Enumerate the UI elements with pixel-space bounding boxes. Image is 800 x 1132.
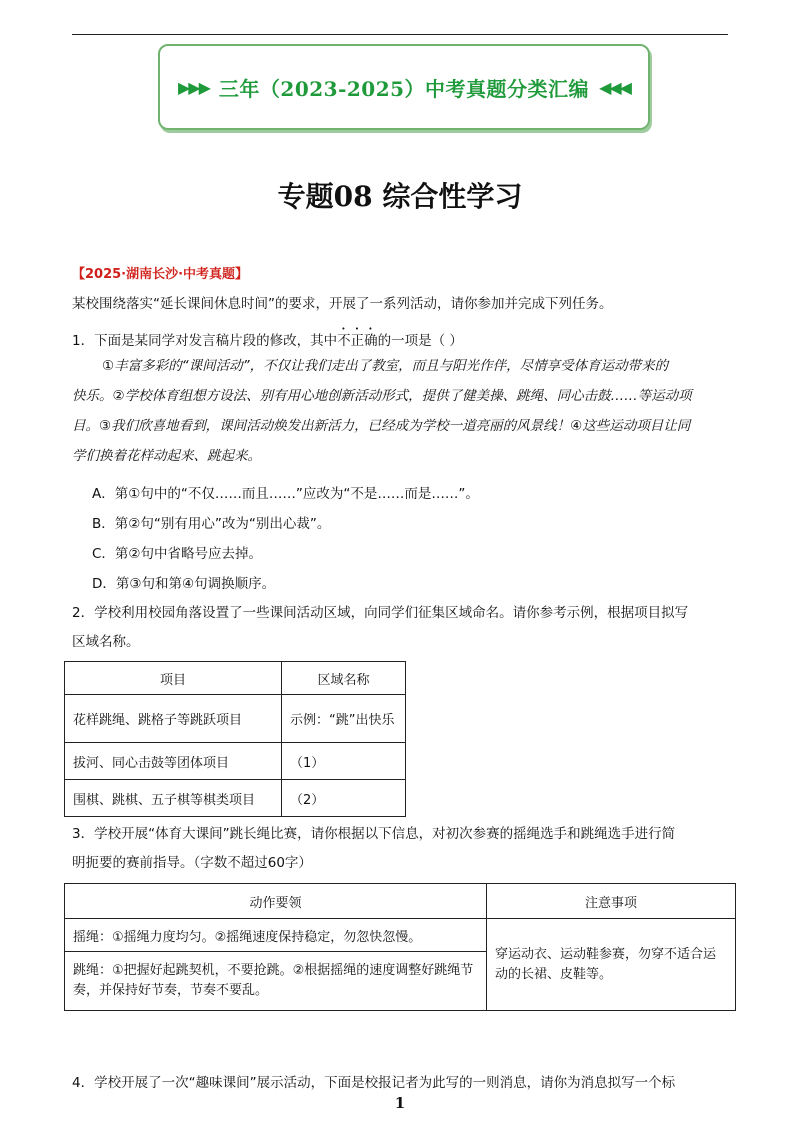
series-banner — [158, 44, 650, 130]
q3-table — [64, 883, 736, 1011]
page-number: 1 — [394, 1094, 406, 1112]
q1-option-b: B．第②句“别有用心”改为“别出心裁”。 — [92, 516, 331, 532]
q3-jump-tips: 跳绳：①把握好起跳契机，不要抢跳。②根据摇绳的速度调整好跳绳节奏，并保持好节奏，节奏不要乱。 — [65, 952, 487, 1011]
intro-text: 某校围绕落实“延长课间休息时间”的要求，开展了一系列活动，请你参加并完成下列任务。 — [72, 296, 613, 312]
q1-passage-line-2: 快乐。②学校体育组想方设法、别有用心地创新活动形式，提供了健美操、跳绳、同心击鼓……等运动项 — [72, 388, 692, 404]
q1-option-c: C．第②句中省略号应去掉。 — [92, 546, 263, 562]
q3-notes: 穿运动衣、运动鞋参赛，勿穿不适合运动的长裙、皮鞋等。 — [487, 919, 736, 1011]
q2-table — [64, 661, 406, 817]
q3-header-notes: 注意事项 — [487, 884, 736, 919]
q3-header-actions: 动作要领 — [65, 884, 487, 919]
q1-stem-start: 1．下面是某同学对发言稿片段的修改，其中 — [72, 333, 338, 349]
banner-title: 三年（2023-2025）中考真题分类汇编 — [218, 76, 590, 101]
q1-option-a: A．第①句中的“不仅……而且……”应改为“不是……而是……”。 — [92, 486, 479, 502]
q3-stem-line-2: 明扼要的赛前指导。（字数不超过60字） — [72, 855, 312, 871]
q2-header-area-name: 区域名称 — [282, 662, 406, 695]
q2-cell: 花样跳绳、跳格子等跳跃项目 — [65, 695, 282, 743]
q2-cell: 示例：“跳”出快乐 — [282, 695, 406, 743]
table-row — [65, 743, 406, 780]
q1-emphasis: 不正确 — [337, 333, 378, 349]
page-title: 专题08 综合性学习 — [277, 180, 523, 213]
q2-stem-line-1: 2．学校利用校园角落设置了一些课间活动区域，向同学们征集区域命名。请你参考示例，根据项目拟写 — [72, 605, 689, 621]
q1-passage-line-3: 目。③我们欣喜地看到，课间活动焕发出新活力，已经成为学校一道亮丽的风景线！④这些运动项目让同 — [72, 418, 691, 434]
source-tag: 【2025·湖南长沙·中考真题】 — [72, 267, 249, 282]
table-row — [65, 780, 406, 817]
q1-passage-line-4: 学们换着花样动起来、跳起来。 — [72, 448, 261, 464]
q2-header-project: 项目 — [65, 662, 282, 695]
q2-answer-blank-2[interactable]: （2） — [282, 780, 406, 817]
table-row — [65, 695, 406, 743]
q2-answer-blank-1[interactable]: （1） — [282, 743, 406, 780]
q3-swing-tips: 摇绳：①摇绳力度均匀。②摇绳速度保持稳定，勿忽快忽慢。 — [65, 919, 487, 952]
q1-passage-line-1: ①丰富多彩的“课间活动”，不仅让我们走出了教室，而且与阳光作伴，尽情享受体育运动带来的 — [102, 358, 669, 374]
right-arrows-icon: ▶▶▶ — [178, 77, 209, 97]
q2-cell: 围棋、跳棋、五子棋等棋类项目 — [65, 780, 282, 817]
q4-stem: 4．学校开展了一次“趣味课间”展示活动，下面是校报记者为此写的一则消息，请你为消息拟写一个标 — [72, 1075, 676, 1091]
q2-cell: 拔河、同心击鼓等团体项目 — [65, 743, 282, 780]
header-rule — [72, 34, 728, 35]
left-arrows-icon: ◀◀◀ — [599, 77, 630, 97]
q1-stem — [72, 325, 732, 351]
q1-stem-end: 的一项是（ ） — [377, 333, 463, 349]
table-row — [65, 919, 736, 952]
q3-stem-line-1: 3．学校开展“体育大课间”跳长绳比赛，请你根据以下信息，对初次参赛的摇绳选手和跳绳选手进行简 — [72, 826, 676, 842]
q2-stem-line-2: 区域名称。 — [72, 634, 140, 650]
q1-option-d: D．第③句和第④句调换顺序。 — [92, 576, 276, 592]
